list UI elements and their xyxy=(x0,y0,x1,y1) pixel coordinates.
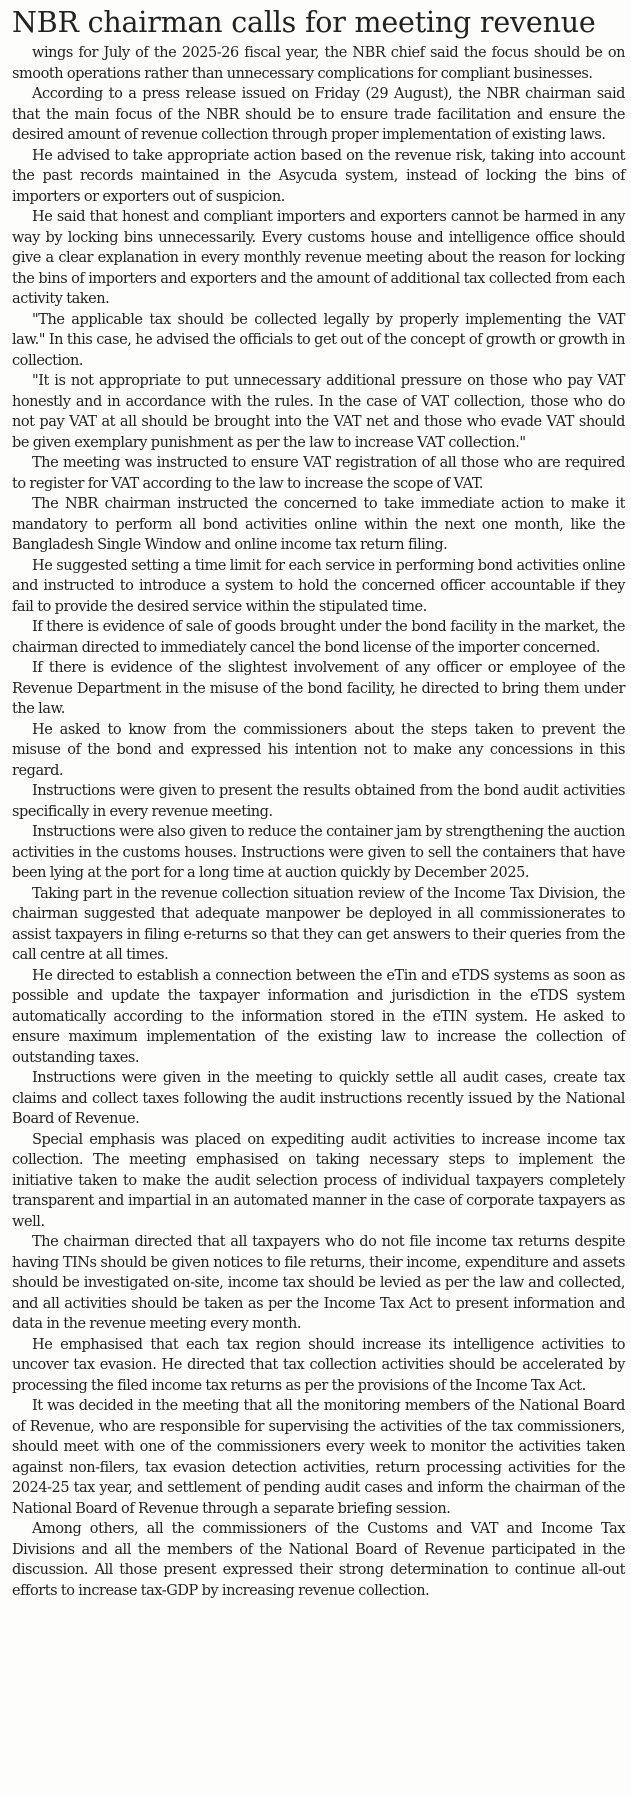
article-paragraph: He directed to establish a connection between the eTin and eTDS systems as soon as possible and update the taxpayer information and jurisdiction in the eTDS system automatically according to the information stored in the eTIN system. He asked to ensure maximum implementation of the existing law to increase the collection of outstanding taxes. xyxy=(12,967,625,1066)
article-paragraph: He asked to know from the commissioners about the steps taken to prevent the misuse of the bond and expressed his intention not to make any concessions in this regard. xyxy=(12,721,625,779)
article-paragraph: Instructions were given to present the results obtained from the bond audit activities specifically in every revenue meeting. xyxy=(12,783,625,820)
article-paragraph: Special emphasis was placed on expediting audit activities to increase income tax collection. The meeting emphasised on taking necessary steps to implement the initiative taken to make the audit selection process of individual taxpayers completely transparent and impartial in an automated manner in the case of corporate taxpayers as well. xyxy=(12,1131,625,1230)
article-paragraph: Instructions were given in the meeting to quickly settle all audit cases, create tax claims and collect taxes following the audit instructions recently issued by the National Board of Revenue. xyxy=(12,1070,625,1127)
article-paragraph: The chairman directed that all taxpayers who do not file income tax returns despite having TINs should be given notices to file returns, their income, expenditure and assets should be investigated on-site, income tax should be levied as per the law and collected, and all activities should be taken as per the Income Tax Act to present information and data in the revenue meeting every month. xyxy=(12,1234,625,1332)
article-paragraph: "The applicable tax should be collected legally by properly implementing the VAT law." In this case, he advised the officials to get out of the concept of growth or growth in collection. xyxy=(12,311,625,369)
article-paragraph: The meeting was instructed to ensure VAT registration of all those who are required to register for VAT according to the law to increase the scope of VAT. xyxy=(12,455,625,492)
article-paragraph: He advised to take appropriate action based on the revenue risk, taking into account the past records maintained in the Asycuda system, instead of locking the bins of importers or exporters out of suspicion. xyxy=(12,147,625,205)
article-paragraph: If there is evidence of sale of goods brought under the bond facility in the market, the chairman directed to immediately cancel the bond license of the importer concerned. xyxy=(12,619,625,656)
article-paragraph: Instructions were also given to reduce the container jam by strengthening the auction activities in the customs houses. Instructions were given to sell the containers that have been lying at the port for a long time at auction quickly by December 2025. xyxy=(12,824,625,881)
article-paragraph: The NBR chairman instructed the concerned to take immediate action to make it mandatory to perform all bond activities online within the next one month, like the Bangladesh Single Window and online income tax return filing. xyxy=(12,496,625,553)
article-paragraph: "It is not appropriate to put unnecessary additional pressure on those who pay VAT honestly and in accordance with the rules. In the case of VAT collection, those who do not pay VAT at all should be brought into the VAT net and those who evade VAT should be given exemplary punishment as per the law to increase VAT collection." xyxy=(12,373,625,451)
article-paragraph: wings for July of the 2025-26 fiscal year, the NBR chief said the focus should be on smooth operations rather than unnecessary complications for compliant businesses. xyxy=(12,45,625,82)
article-paragraph: It was decided in the meeting that all the monitoring members of the National Board of Revenue, who are responsible for supervising the activities of the tax commissioners, should meet with one of the commissioners every week to monitor the activities taken against non-filers, tax evasion detection activities, return processing activities for the 2024-25 tax year, and settlement of pending audit cases and inform the chairman of the National Board of Revenue through a separate briefing session. xyxy=(12,1398,625,1517)
article-paragraph: He suggested setting a time limit for each service in performing bond activities online and instructed to introduce a system to hold the concerned officer accountable if they fail to provide the desired service within the stipulated time. xyxy=(12,557,625,615)
article-paragraph: Taking part in the revenue collection situation review of the Income Tax Division, the chairman suggested that adequate manpower be deployed in all commissionerates to assist taxpayers in filing e-returns so that they can get answers to their queries from the call centre at all times. xyxy=(12,885,625,963)
article-paragraph: Among others, all the commissioners of the Customs and VAT and Income Tax Divisions and all the members of the National Board of Revenue participated in the discussion. All those present expressed their strong determination to continue all-out efforts to increase tax-GDP by increasing revenue collection. xyxy=(12,1521,625,1599)
article-paragraph: He emphasised that each tax region should increase its intelligence activities to uncover tax evasion. He directed that tax collection activities should be accelerated by processing the filed income tax returns as per the provisions of the Income Tax Act. xyxy=(12,1336,625,1394)
article-paragraph: According to a press release issued on Friday (29 August), the NBR chairman said that the main focus of the NBR should be to ensure trade facilitation and ensure the desired amount of revenue collection through proper implementation of existing laws. xyxy=(12,86,625,143)
article-paragraph: He said that honest and compliant importers and exporters cannot be harmed in any way by locking bins unnecessarily. Every customs house and intelligence office should give a clear explanation in every monthly revenue meeting about the reason for locking the bins of importers and exporters and the amount of additional tax collected from each activity taken. xyxy=(12,209,625,307)
article-paragraph: If there is evidence of the slightest involvement of any officer or employee of the Revenue Department in the misuse of the bond facility, he directed to bring them under the law. xyxy=(12,660,625,717)
article-headline: NBR chairman calls for meeting revenue xyxy=(12,6,596,39)
article-body xyxy=(12,43,625,1601)
